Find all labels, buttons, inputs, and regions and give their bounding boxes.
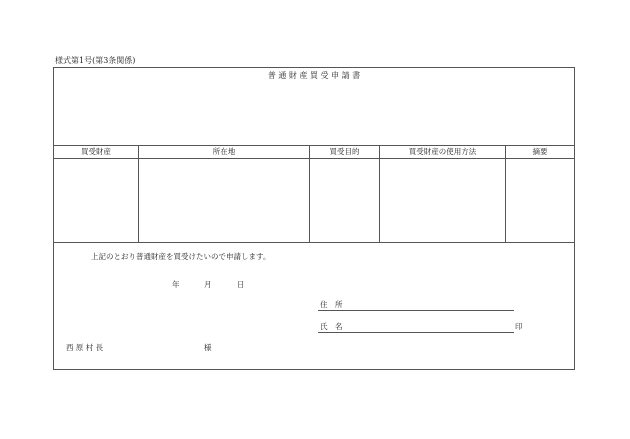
seal-mark: 印 xyxy=(515,322,523,331)
purpose-cell[interactable] xyxy=(310,159,379,242)
remarks-cell[interactable] xyxy=(506,159,574,242)
form-title: 普 通 財 産 買 受 申 請 書 xyxy=(267,71,361,80)
table-top-border xyxy=(53,145,575,146)
address-underline xyxy=(318,310,514,311)
address-label: 住 所 xyxy=(320,300,343,309)
usage-method-cell[interactable] xyxy=(380,159,505,242)
date-month-label: 月 xyxy=(204,280,212,289)
form-number: 様式第1号(第3条関係) xyxy=(55,56,136,65)
table-bottom-border xyxy=(53,242,575,243)
addressee-honorific: 様 xyxy=(204,343,212,352)
addressee-name: 西 原 村 長 xyxy=(66,343,104,352)
header-purpose: 買受目的 xyxy=(329,147,360,156)
header-location: 所在地 xyxy=(212,147,236,156)
date-year-label: 年 xyxy=(172,280,180,289)
location-cell[interactable] xyxy=(139,159,309,242)
date-day-label: 日 xyxy=(237,280,245,289)
application-statement: 上記のとおり普通財産を買受けたいので申請します。 xyxy=(91,252,271,261)
header-remarks: 摘要 xyxy=(532,147,548,156)
name-label: 氏 名 xyxy=(320,322,343,331)
header-property: 買受財産 xyxy=(81,147,111,156)
name-underline xyxy=(318,332,514,333)
header-usage-method: 買受財産の使用方法 xyxy=(408,147,477,156)
property-cell[interactable] xyxy=(54,159,138,242)
